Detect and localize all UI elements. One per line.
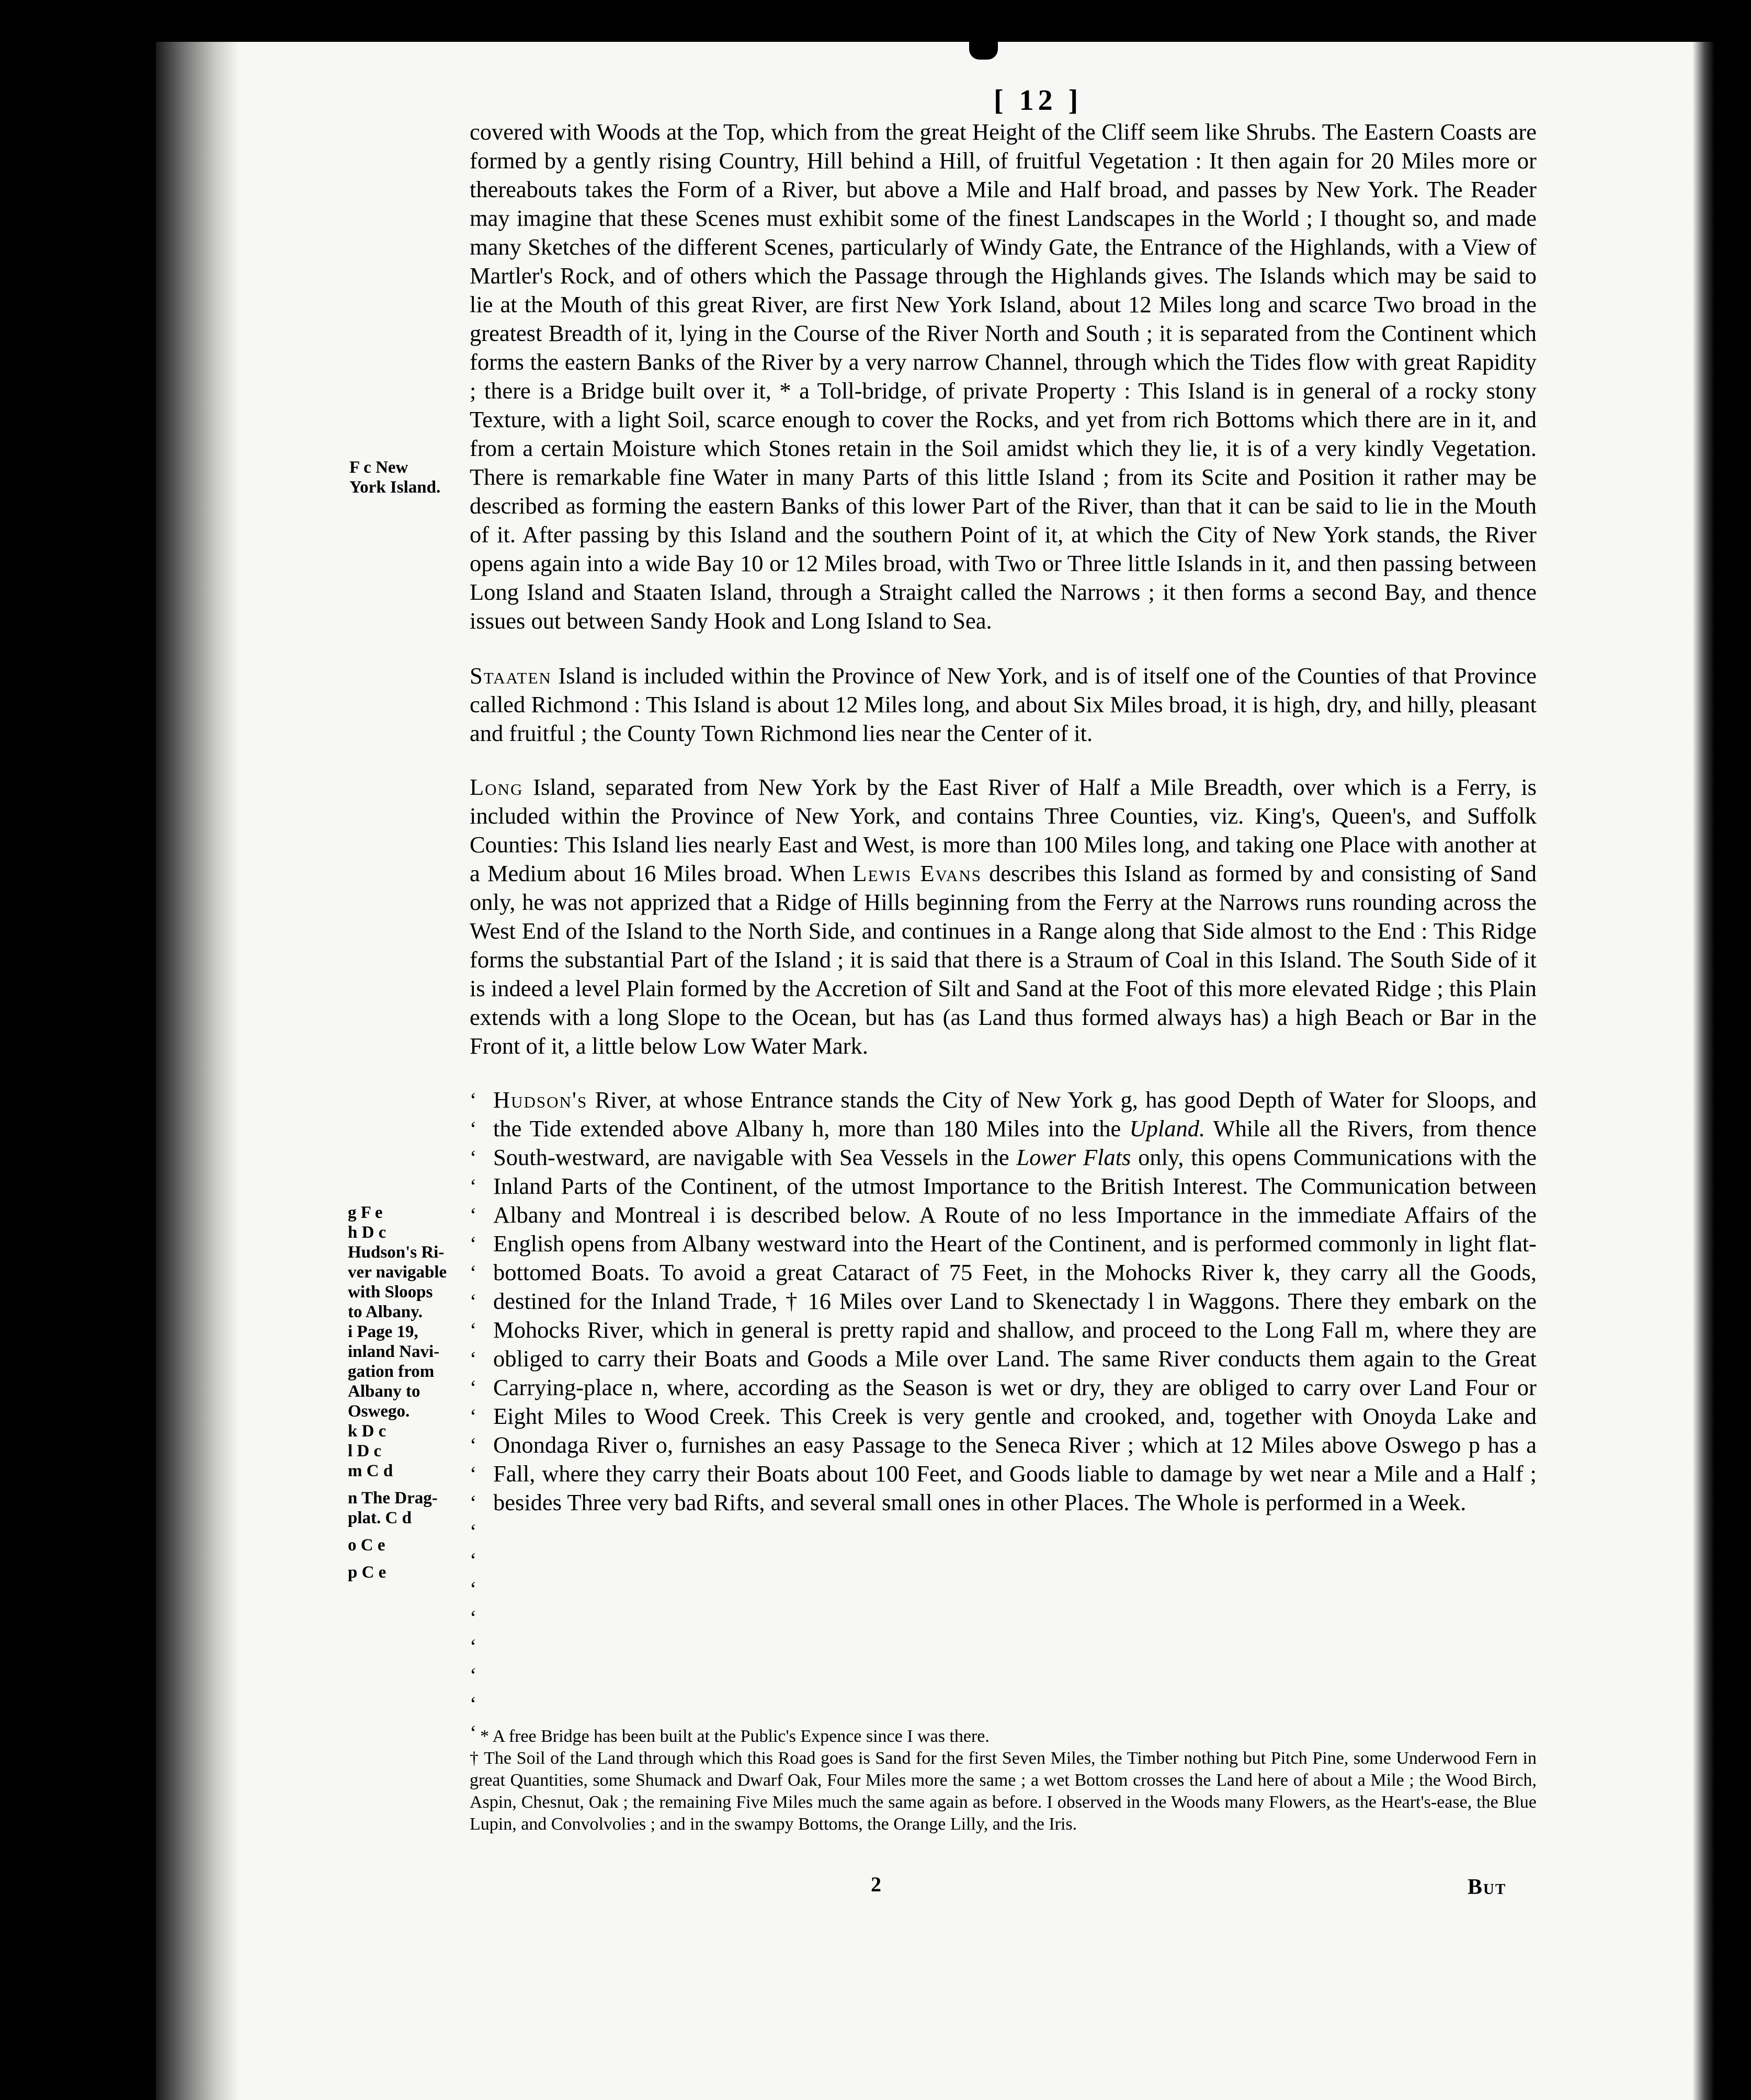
margin-note-line: o C e — [348, 1536, 385, 1555]
margin-note-line: inland Navi- — [348, 1342, 440, 1361]
quote-paragraph: Hudson's River, at whose Entrance stands the City of New York g, has good Depth of Water for Sloops, and the Tide extended above Albany h, more than 180 Miles into the Upland. While all the Rivers, from thence South-westward, are navigable with Sea Vessels in the Lower Flats only, this opens Communications with the Inland Parts of the Continent, of the utmost Importance to the British Interest. The Communication between Albany and Montreal i is described below. A Route of no less Importance in the immediate Affairs of the English opens from Albany westward into the Heart of the Continent, and is performed commonly in light flat-bottomed Boats. To avoid a great Cataract of 75 Feet, in the Mohocks River k, they carry all the Goods, destined for the Inland Trade, † 16 Miles over Land to Skenectady l in Waggons. There they embark on the Mohocks River, which in general is pretty rapid and shallow, and proceed to the Long Fall m, where they are obliged to carry their Boats and Goods a Mile over Land. The same River conducts them again to the Great Carrying-place n, where, according as the Season is wet or dry, they are obliged to carry over Land Four or Eight Miles to Wood Creek. This Creek is very gentle and crooked, and, together with Onoyda Lake and Onondaga River o, furnishes an easy Passage to the Seneca River ; which at 12 Miles above Oswego p has a Fall, where they carry their Boats about 100 Feet, and Goods liable to damage by wet near a Mile and a Half ; besides Three very bad Rifts, and several small ones in other Places. The Whole is performed in a Week. — [493, 1087, 1537, 1515]
margin-note-line: ver navigable — [348, 1263, 447, 1282]
page-number-header: [ 12 ] — [994, 84, 1083, 117]
paragraph-text: Island is included within the Province of New York, and is of itself one of the Counties of that Province called Richmond : This Island is about 12 Miles long, and about Six Miles broad, it is high, dry, and hilly, pleasant and fruitful ; the County Town Richmond lies near the Center of it. — [470, 663, 1537, 746]
footnote-bridge: * A free Bridge has been built at the Public's Expence since I was there. — [480, 1727, 990, 1746]
lead-word-hudson: Hudson's — [493, 1087, 588, 1113]
paragraph-hudson-highlands: covered with Woods at the Top, which from the great Height of the Cliff seem like Shrubs. The Eastern Coasts are formed by a gently rising Country, Hill behind a Hill, of fruitful Vegetation : It then again for 20 Miles more or thereabouts takes the Form of a River, but above a Mile and Half broad, and passes by New York. The Reader may imagine that these Scenes must exhibit some of the finest Landscapes in the World ; I thought so, and made many Sketches of the different Scenes, particularly of Windy Gate, the Entrance of the Highlands, with a View of Martler's Rock, and of others which the Passage through the Highlands gives. The Islands which may be said to lie at the Mouth of this great River, are first New York Island, about 12 Miles long and scarce Two broad in the greatest Breadth of it, lying in the Course of the River North and South ; it is separated from the Continent which forms the eastern Banks of the River by a very narrow Channel, through which the Tides flow with great Rapidity ; there is a Bridge built over it, * a Toll-bridge, of private Property : This Island is in general of a rocky stony Texture, with a light Soil, scarce enough to cover the Rocks, and yet from rich Bottoms which there are in it, and from a certain Moisture which Stones retain in the Soil amidst which they lie, it is of a very kindly Vegetation. There is remarkable fine Water in many Parts of this little Island ; from its Scite and Position it rather may be described as forming the eastern Banks of this lower Part of the River, than that it can be said to lie in the Mouth of it. After passing by this Island and the southern Point of it, at which the City of New York stands, the River opens again into a wide Bay 10 or 12 Miles broad, with Two or Three little Islands in it, and then passing between Long Island and Staaten Island, through a Straight called the Narrows ; it then forms a second Bay, and thence issues out between Sandy Hook and Long Island to Sea. — [470, 119, 1537, 634]
paragraph-long-island — [470, 773, 1537, 1060]
margin-note-line: p C e — [348, 1563, 386, 1582]
margin-note-line: n The Drag- — [348, 1489, 438, 1508]
margin-note-line: gation from — [348, 1362, 435, 1381]
italic-upland: Upland. — [1129, 1115, 1206, 1142]
margin-note-line: F c New — [349, 458, 408, 477]
signature-mark: 2 — [871, 1873, 881, 1896]
scan-mark — [969, 42, 998, 60]
margin-note-line: k D c — [348, 1422, 386, 1441]
paragraph-text: Island, separated from New York by the East River of Half a Mile Breadth, over which is a Ferry, is included within the Province of New York, and contains Three Counties, viz. King's, Queen's, and Suffolk Counties: This Island lies nearly East and West, is more than 100 Miles long, and taking one Place with another at a Medium about 16 Miles broad. When — [470, 774, 1537, 886]
margin-note-line: i Page 19, — [348, 1322, 418, 1341]
gutter-shadow — [156, 42, 240, 2100]
lead-word-long: Long — [470, 774, 524, 800]
margin-note-line: with Sloops — [348, 1283, 433, 1302]
margin-note-line: Oswego. — [348, 1402, 410, 1421]
margin-note-line: York Island. — [349, 478, 441, 497]
margin-note-line: plat. C d — [348, 1509, 412, 1527]
margin-note-line: l D c — [348, 1442, 382, 1460]
margin-notes-hudson — [348, 1203, 458, 1582]
footnote-soil: † The Soil of the Land through which this Road goes is Sand for the first Seven Miles, the Timber nothing but Pitch Pine, some Underwood Fern in great Quantities, some Shumack and Dwarf Oak, Four Miles more the same ; a wet Bottom crosses the Land here of about a Mile ; the Wood Birch, Aspin, Chesnut, Oak ; the remaining Five Miles much the same again as before. I observed in the Woods many Flowers, as the Heart's-ease, the Blue Lupin, and Convolvolies ; and in the swampy Bottoms, the Orange Lilly, and the Iris. — [470, 1749, 1537, 1834]
paragraph-text: describes this Island as formed by and consisting of Sand only, he was not apprized that a Ridge of Hills beginning from the Ferry at the Narrows runs rounding across the West End of the Island to the North Side, and continues in a Range along that Side almost to the End : This Ridge forms the substantial Part of the Island ; it is said that there is a Straum of Coal in this Island. The South Side of it is indeed a level Plain formed by the Accretion of Silt and Sand at the Foot of this more elevated Ridge ; this Plain extends with a long Slope to the Ocean, but has (as Land thus formed always has) a high Beach or Bar in the Front of it, a little below Low Water Mark. — [470, 860, 1537, 1059]
margin-note-line: m C d — [348, 1462, 393, 1480]
right-edge-border — [1692, 42, 1724, 2100]
margin-note-line: g F e — [348, 1203, 383, 1222]
footnotes — [470, 1726, 1537, 1835]
quotation-marks-column: ‘ ‘ ‘ ‘ ‘ ‘ ‘ ‘ ‘ ‘ ‘ ‘ ‘ ‘ ‘ ‘ ‘ ‘ ‘ ‘ ‘ ‘ ‘ — [470, 1088, 477, 1744]
name-lewis-evans: Lewis Evans — [852, 860, 982, 886]
margin-note-line: h D c — [348, 1223, 386, 1242]
margin-note-line: Hudson's Ri- — [348, 1243, 445, 1262]
paragraph-staaten-island — [470, 661, 1537, 748]
italic-lower-flats: Lower Flats — [1016, 1144, 1131, 1170]
catchword: But — [1468, 1875, 1507, 1899]
margin-note-line: Albany to — [348, 1382, 420, 1401]
margin-note-new-york-island — [349, 458, 454, 497]
margin-note-line: to Albany. — [348, 1303, 423, 1321]
lead-word-staaten: Staaten — [470, 663, 552, 689]
